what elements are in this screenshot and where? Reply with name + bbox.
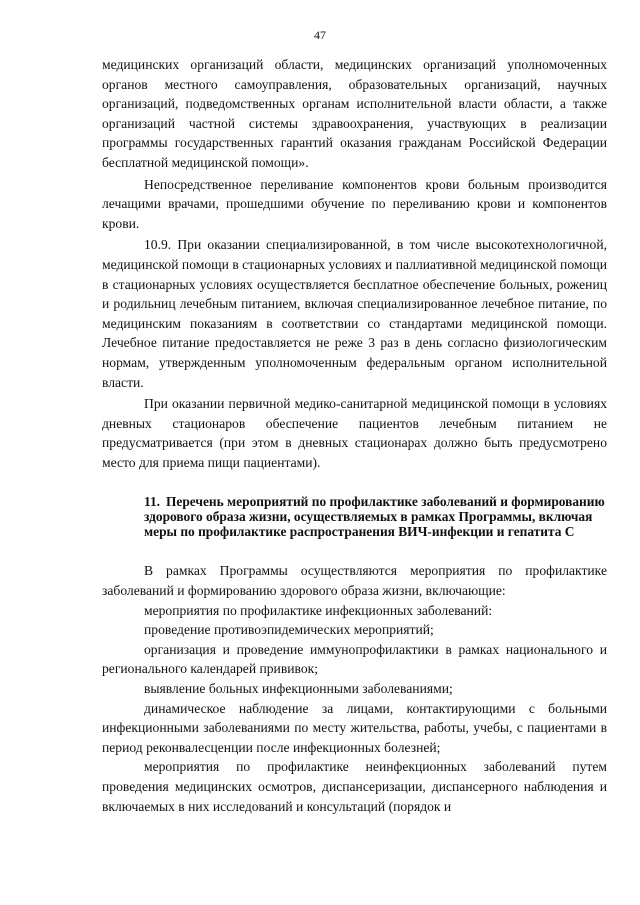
list-item: мероприятия по профилактике неинфекционных заболеваний путем проведения медицинских осмотров, диспансеризации, диспансерного наблюдения и включаемых в них исследований и консультаций (порядок и	[102, 759, 607, 814]
paragraph-day-hospital: При оказании первичной медико-санитарной медицинской помощи в условиях дневных стационаров обеспечение пациентов лечебным питанием не предусматривается (при этом в дневных стационарах должно быть предусмотрено место для приема пищи пациентами).	[102, 396, 607, 470]
measures-list	[102, 561, 607, 816]
list-item: мероприятия по профилактике инфекционных заболеваний:	[144, 602, 493, 618]
list-item: организация и проведение иммунопрофилактики в рамках национального и регионального календарей прививок;	[102, 641, 607, 677]
paragraph-10-9: 10.9. При оказании специализированной, в том числе высокотехнологичной, медицинской помощи в стационарных условиях и паллиативной медицинской помощи в стационарных условиях осуществляется бесплатное обеспечение больных, рожениц и родильниц лечебным питанием, включая специализированное лечебное питание, по медицинским показаниям в соответствии со стандартами медицинской помощи. Лечебное питание предоставляется не реже 3 раз в день согласно физиологическим нормам, утвержденным уполномоченным федеральным органом исполнительной власти.	[102, 237, 607, 390]
paragraph-intro: В рамках Программы осуществляются мероприятия по профилактике заболеваний и формированию здорового образа жизни, включающие:	[102, 563, 607, 599]
section-number: 11.	[144, 494, 160, 510]
paragraph-continuation: медицинских организаций области, медицинских организаций уполномоченных органов местного самоуправления, образовательных организаций, научных организаций, подведомственных органам исполнительной власти области, а также организаций частной системы здравоохранения, участвующих в реализации программы государственных гарантий оказания гражданам Российской Федерации бесплатной медицинской помощи».	[102, 57, 607, 170]
section-title: Перечень мероприятий по профилактике заболеваний и формированию здорового образа жизни, осуществляемых в рамках Программы, включая меры по профилактике распространения ВИЧ-инфекции и гепатита С	[144, 494, 605, 540]
list-item: динамическое наблюдение за лицами, контактирующими с больными инфекционными заболеваниями по месту жительства, работы, учебы, с пациентами в период реконвалесценции после инфекционных болезней;	[102, 700, 607, 755]
page-body	[102, 55, 607, 816]
list-item: проведение противоэпидемических мероприятий;	[144, 622, 434, 638]
page-number: 47	[314, 28, 326, 42]
paragraph-blood-transfusion: Непосредственное переливание компонентов крови больным производится лечащими врачами, прошедшими обучение по переливанию крови и компонентов крови.	[102, 176, 607, 231]
section-heading	[102, 494, 607, 539]
list-item: выявление больных инфекционными заболеваниями;	[144, 681, 453, 697]
